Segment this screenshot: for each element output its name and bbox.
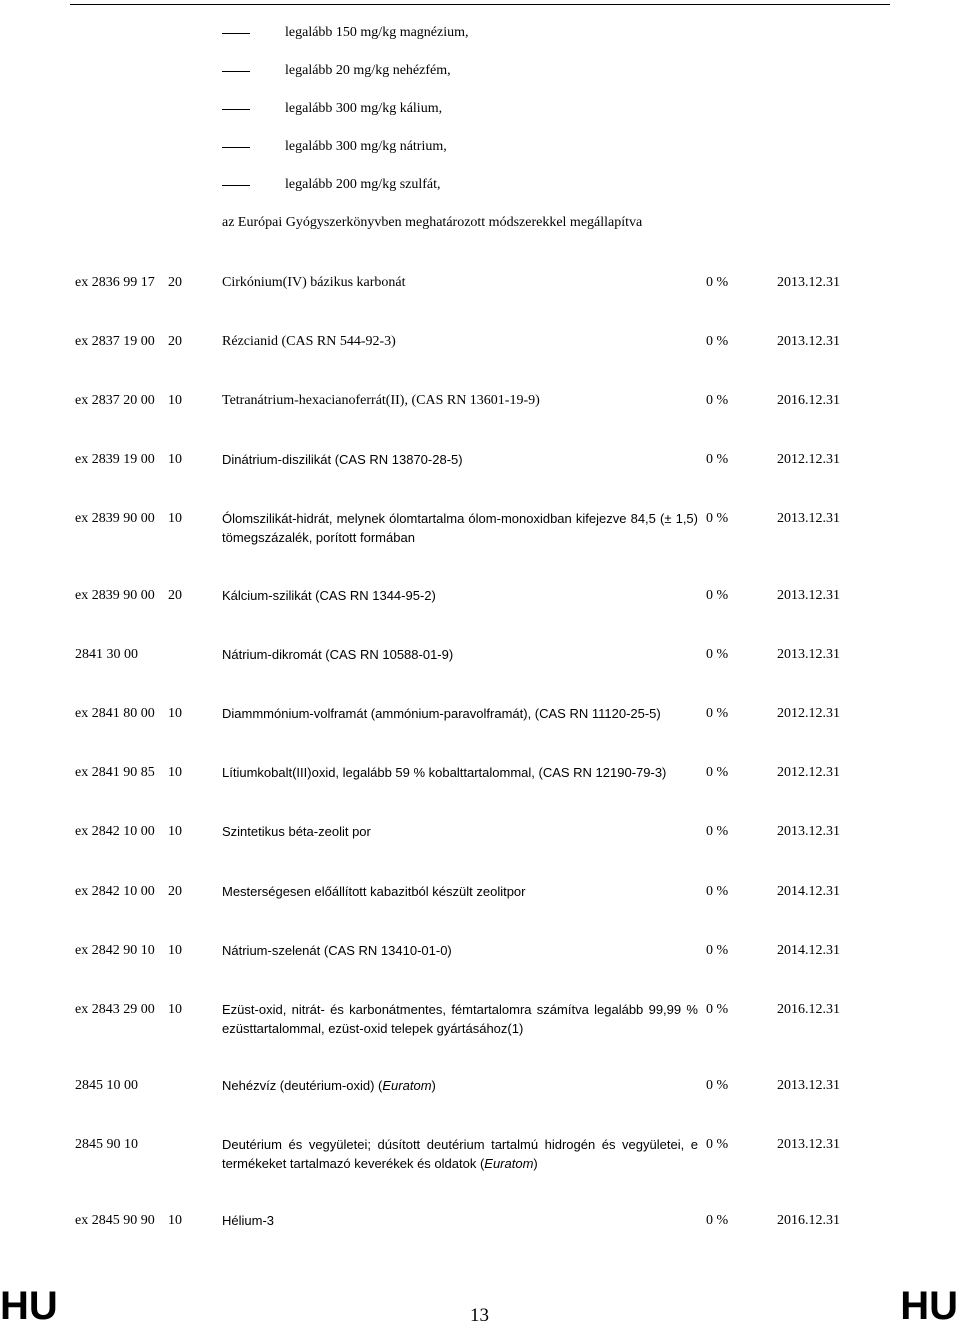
- end-date: 2013.12.31: [777, 275, 840, 290]
- cn-code: ex 2837 19 00: [75, 334, 155, 349]
- description: [222, 1076, 436, 1095]
- taric-code: 10: [168, 393, 182, 408]
- duty-rate: 0 %: [706, 884, 729, 899]
- duty-rate: 0 %: [706, 1137, 729, 1152]
- end-date: 2013.12.31: [777, 824, 840, 839]
- duty-rate: 0 %: [706, 1213, 729, 1228]
- taric-code: 10: [168, 452, 182, 467]
- cn-code: 2845 90 10: [75, 1137, 138, 1152]
- end-date: 2012.12.31: [777, 765, 840, 780]
- description: Szintetikus béta-zeolit por: [222, 824, 371, 839]
- description: Lítiumkobalt(III)oxid, legalább 59 % kobalttartalommal, (CAS RN 12190-79-3): [222, 765, 667, 780]
- description: Kálcium-szilikát (CAS RN 1344-95-2): [222, 588, 436, 603]
- description: Rézcianid (CAS RN 544-92-3): [222, 334, 396, 349]
- description-end: ): [533, 1156, 538, 1171]
- duty-rate: 0 %: [706, 334, 729, 349]
- taric-code: 20: [168, 884, 182, 899]
- end-date: 2012.12.31: [777, 452, 840, 467]
- end-date: 2013.12.31: [777, 647, 840, 662]
- taric-code: 10: [168, 943, 182, 958]
- taric-code: 10: [168, 824, 182, 839]
- dash-item-text: legalább 150 mg/kg magnézium,: [285, 25, 469, 40]
- cn-code: ex 2837 20 00: [75, 393, 155, 408]
- cn-code: ex 2839 19 00: [75, 452, 155, 467]
- end-date: 2016.12.31: [777, 393, 840, 408]
- taric-code: 10: [168, 765, 182, 780]
- cn-code: 2845 10 00: [75, 1078, 138, 1093]
- description: Ólomszilikát-hidrát, melynek ólomtartalma ólom-monoxidban kifejezve 84,5 (± 1,5) tömegszázalék, porított formában: [222, 511, 698, 545]
- taric-code: 20: [168, 334, 182, 349]
- dash-mark: [222, 147, 250, 148]
- duty-rate: 0 %: [706, 588, 729, 603]
- description: Ezüst-oxid, nitrát- és karbonátmentes, fémtartalomra számítva legalább 99,99 % ezüsttartalommal, ezüst-oxid telepek gyártásához(1): [222, 1002, 698, 1036]
- end-date: 2016.12.31: [777, 1213, 840, 1228]
- cn-code: ex 2841 90 85: [75, 765, 155, 780]
- footer-language-left: HU: [0, 1284, 58, 1328]
- cn-code: ex 2843 29 00: [75, 1002, 155, 1017]
- taric-code: 20: [168, 588, 182, 603]
- description: Mesterségesen előállított kabazitból készült zeolitpor: [222, 884, 526, 899]
- cn-code: ex 2842 10 00: [75, 884, 155, 899]
- end-date: 2016.12.31: [777, 1002, 840, 1017]
- cn-code: ex 2836 99 17: [75, 275, 155, 290]
- end-date: 2014.12.31: [777, 884, 840, 899]
- taric-code: 10: [168, 511, 182, 526]
- cn-code: ex 2839 90 00: [75, 588, 155, 603]
- description: Diammmónium-volframát (ammónium-paravolframát), (CAS RN 11120-25-5): [222, 706, 661, 721]
- end-date: 2013.12.31: [777, 511, 840, 526]
- dash-mark: [222, 109, 250, 110]
- end-date: 2013.12.31: [777, 1078, 840, 1093]
- taric-code: 10: [168, 1213, 182, 1228]
- cn-code: ex 2845 90 90: [75, 1213, 155, 1228]
- method-note: az Európai Gyógyszerkönyvben meghatározott módszerekkel megállapítva: [222, 215, 643, 230]
- euratom-italic: Euratom: [484, 1156, 534, 1171]
- footer-language-right: HU: [900, 1284, 958, 1328]
- duty-rate: 0 %: [706, 765, 729, 780]
- end-date: 2013.12.31: [777, 334, 840, 349]
- duty-rate: 0 %: [706, 452, 729, 467]
- cn-code: ex 2839 90 00: [75, 511, 155, 526]
- end-date: 2012.12.31: [777, 706, 840, 721]
- duty-rate: 0 %: [706, 824, 729, 839]
- cn-code: 2841 30 00: [75, 647, 138, 662]
- top-rule: [70, 4, 890, 5]
- page-number: 13: [470, 1305, 489, 1326]
- duty-rate: 0 %: [706, 393, 729, 408]
- taric-code: 20: [168, 275, 182, 290]
- end-date: 2013.12.31: [777, 588, 840, 603]
- duty-rate: 0 %: [706, 706, 729, 721]
- taric-code: 10: [168, 1002, 182, 1017]
- euratom-italic: Euratom: [382, 1078, 432, 1093]
- cn-code: ex 2841 80 00: [75, 706, 155, 721]
- dash-item-text: legalább 200 mg/kg szulfát,: [285, 177, 441, 192]
- end-date: 2014.12.31: [777, 943, 840, 958]
- description-text: Deutérium és vegyületei; dúsított deutérium tartalmú hidrogén és vegyületei, e termékeket tartalmazó keverékek és oldatok (: [222, 1137, 698, 1171]
- duty-rate: 0 %: [706, 1002, 729, 1017]
- dash-item-text: legalább 300 mg/kg nátrium,: [285, 139, 447, 154]
- description: Cirkónium(IV) bázikus karbonát: [222, 275, 406, 290]
- dash-mark: [222, 71, 250, 72]
- duty-rate: 0 %: [706, 943, 729, 958]
- end-date: 2013.12.31: [777, 1137, 840, 1152]
- dash-item-text: legalább 20 mg/kg nehézfém,: [285, 63, 451, 78]
- cn-code: ex 2842 10 00: [75, 824, 155, 839]
- dash-item-text: legalább 300 mg/kg kálium,: [285, 101, 443, 116]
- dash-mark: [222, 33, 250, 34]
- duty-rate: 0 %: [706, 275, 729, 290]
- cn-code: ex 2842 90 10: [75, 943, 155, 958]
- description-end: ): [431, 1078, 436, 1093]
- description: Nátrium-dikromát (CAS RN 10588-01-9): [222, 647, 454, 662]
- duty-rate: 0 %: [706, 647, 729, 662]
- description: Hélium-3: [222, 1213, 275, 1228]
- duty-rate: 0 %: [706, 511, 729, 526]
- taric-code: 10: [168, 706, 182, 721]
- description: Nátrium-szelenát (CAS RN 13410-01-0): [222, 943, 452, 958]
- duty-rate: 0 %: [706, 1078, 729, 1093]
- description-text: Nehézvíz (deutérium-oxid) (: [222, 1078, 383, 1093]
- description: [222, 1135, 698, 1173]
- dash-mark: [222, 185, 250, 186]
- description: Tetranátrium-hexacianoferrát(II), (CAS RN 13601-19-9): [222, 393, 540, 408]
- description: Dinátrium-diszilikát (CAS RN 13870-28-5): [222, 452, 463, 467]
